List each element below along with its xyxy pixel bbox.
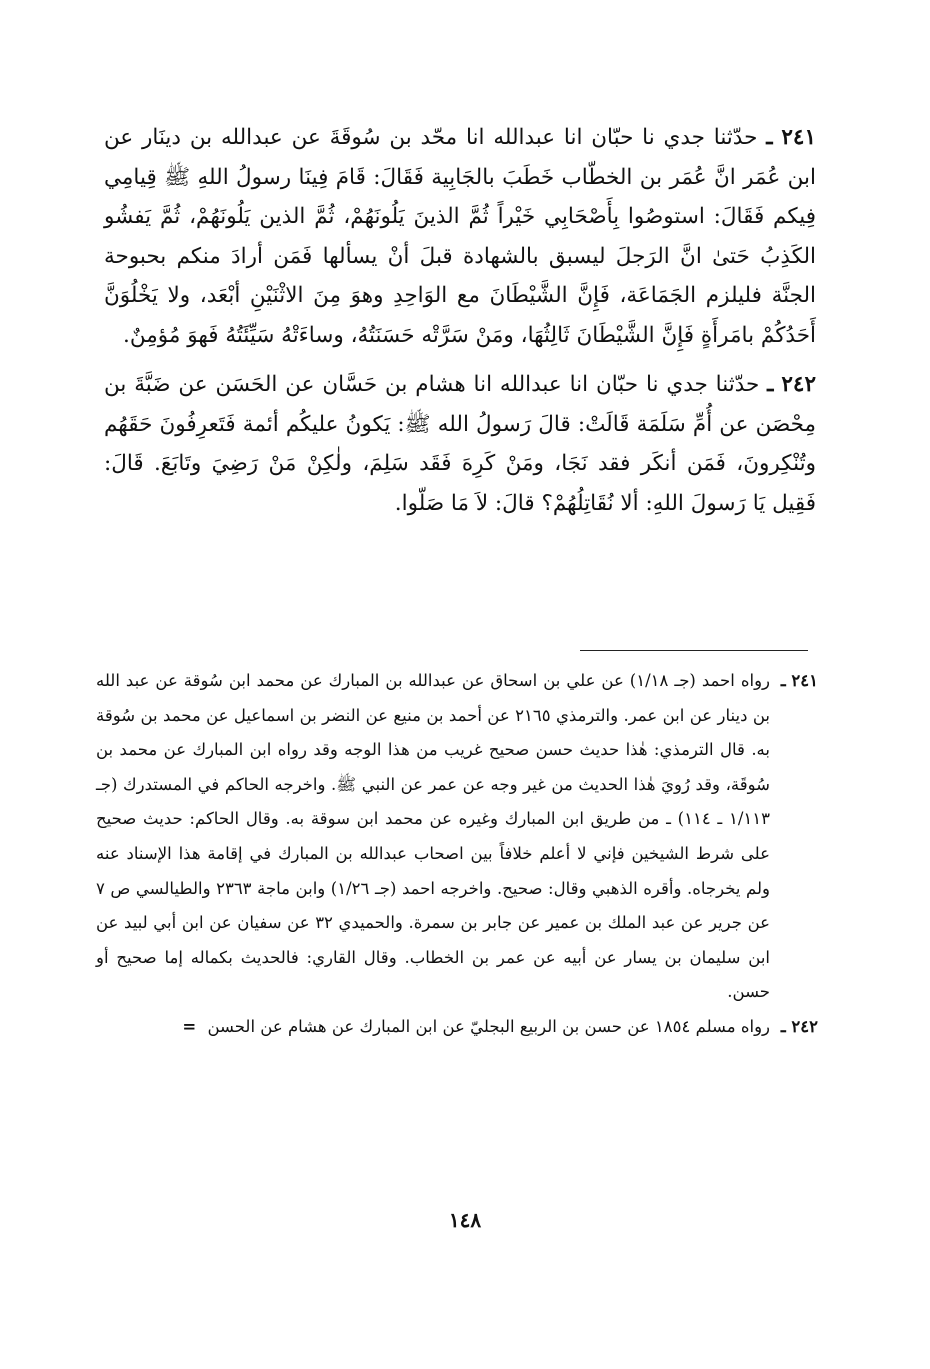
footnote-242 (96, 1010, 818, 1045)
footnote-number: ٢٤٢ ـ (780, 1016, 818, 1036)
hadith-number: ٢٤١ (781, 125, 816, 150)
continuation-mark: = (182, 1016, 197, 1036)
footnote-number: ٢٤١ ـ (780, 671, 818, 690)
footnotes (96, 664, 818, 1045)
footnote-text-body: رواه مسلم ١٨٥٤ عن حسن بن الربيع البجليّ عن ابن المبارك عن هشام عن الحسن (207, 1016, 770, 1036)
footnote-text: رواه احمد (جـ ١/١٨) عن علي بن اسحاق عن عبدالله بن المبارك عن محمد ابن سُوقة عن عبد الله بن دينار عن ابن عمر. والترمذي ٢١٦٥ عن أحمد بن منيع عن النضر بن اسماعيل عن محمد بن سُوقة به. قال الترمذي: هٰذا حديث حسن صحيح غريب من هذا الوجه وقد رواه ابن المبارك عن محمد بن سُوقَة، وقد رُويَ هٰذا الحديث من غير وجه عن عمر عن النبي ﷺ. واخرجه الحاكم في المستدرك (جـ ١/١١٣ ـ ١١٤) ـ من طريق ابن المبارك وغيره عن محمد ابن سوقة به. وقال الحاكم: حديث صحيح على شرط الشيخين فإني لا أعلم خلافاً بين اصحاب عبدالله بن المبارك في إقامة هذا الإسناد عنه ولم يخرجاه. وأقره الذهبي وقال: صحيح. واخرجه احمد (جـ ١/٢٦) وابن ماجة ٢٣٦٣ والطيالسي ص ٧ عن جرير عن عبد الملك بن عمير عن جابر بن سمرة. والحميدي ٣٢ عن سفيان عن ابن أبي لبيد عن ابن سليمان بن يسار عن أبيه عن عمر بن الخطاب. وقال القاري: فالحديث بكماله إما صحيح أو حسن. (96, 671, 771, 1002)
hadith-dash: ـ (767, 372, 774, 397)
hadith-number: ٢٤٢ (781, 372, 817, 397)
page-number: ١٤٨ (448, 1208, 482, 1232)
footnote-text (96, 1010, 770, 1045)
footnote-241 (96, 664, 818, 1010)
footnote-separator (580, 650, 808, 651)
hadith-text: حدّثنا جدي نا حبّان انا عبدالله انا محّد بن سُوقَةَ عن عبدالله بن دينَار عن ابن عُمَر انَّ عُمَر بن الخطّاب خَطَبَ بالجَابِية فَقَالَ: قَامَ فِينَا رسولُ اللهِ ﷺ قِيامِي فِيكم فَقَالَ: استوصُوا بِأَصْحَابِي خَيْراً ثُمَّ الذينَ يَلُونَهُمْ، ثُمَّ الذين يَلُونَهُمْ، ثُمَّ يَفشُو الكَذِبُ حَتىٰ انَّ الرَجلَ ليسبق بالشهادة قبلَ أنْ يسألها فَمَن أرادَ منكم بحبوحة الجنَّة فليلزم الجَمَاعَة، فَإِنَّ الشَّيْطَانَ مع الوَاحِدِ وهوَ مِنَ الاثْنَيْنِ أبْعَد، ولا يَخْلُوَنَّ أَحَدُكُمْ بامَرأَةٍ فَإِنَّ الشَّيْطَانَ ثَالِثُهَا، ومَنْ سَرَّتْه حَسَنَتُهُ، وساءَتْهُ سَيِّئَتُهُ فَهوَ مُؤمِنٌ. (104, 125, 816, 348)
hadith-text: حدّثنا جدي نا حبّان انا عبدالله انا هشام بن حَسَّان عن الحَسَن عن ضَبَّةَ بن مِحْصَن عن أُمِّ سَلَمَة قَالَتْ: قالَ رَسولُ الله ﷺ: يَكونُ عليكُم أئمة فَتَعرِفُونَ حَقَهُم وتُنْكِرونَ، فَمَن أنكَر فقد نَجَا، ومَنْ كَرِهَ فَقَد سَلِمَ، ولٰكِنْ مَنْ رَضِيَ وتَابَعَ. قَالَ: فَقِيل يَا رَسولَ اللهِ: ألا نُقَاتِلُهُمْ؟ قالَ: لاَ مَا صَلّوا. (104, 372, 816, 516)
hadith-dash: ـ (766, 125, 773, 150)
main-text (104, 118, 816, 529)
hadith-242 (104, 365, 816, 523)
hadith-241 (104, 118, 816, 355)
